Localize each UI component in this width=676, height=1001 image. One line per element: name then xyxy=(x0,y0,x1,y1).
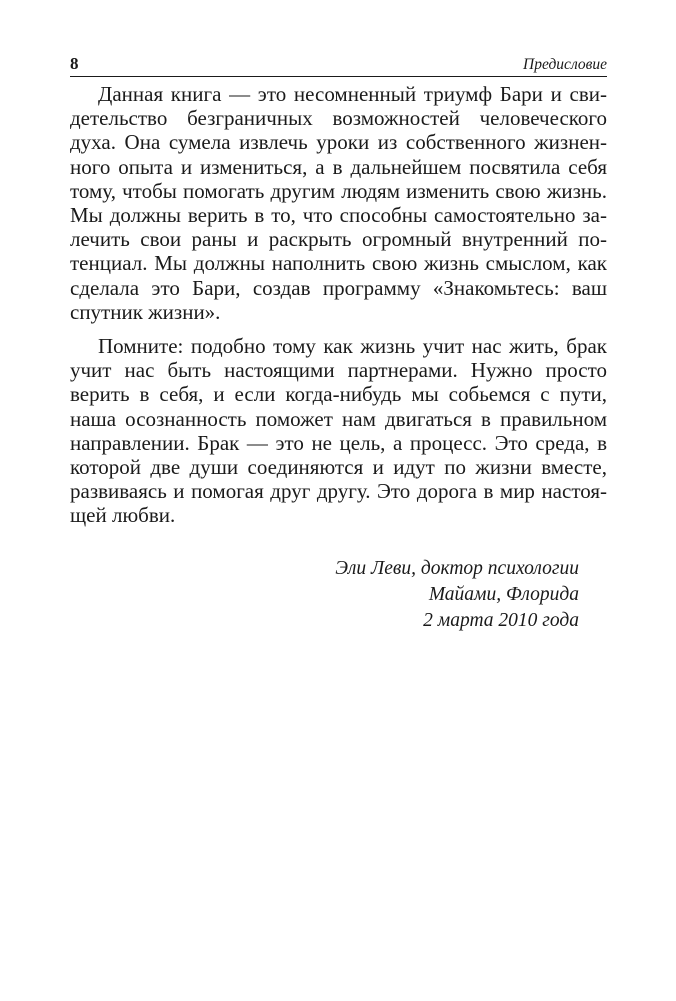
signature-date: 2 марта 2010 года xyxy=(423,610,579,631)
body-text xyxy=(70,82,607,528)
running-title: Предисловие xyxy=(523,56,607,73)
paragraph: Помните: подобно тому как жизнь учит нас жить, брак учит нас быть настоящими партнерами. Нужно просто верить в себя, и если когда-нибудь мы собьемся с пути, наша осознанность поможет нам двигаться в правильном направлении. Брак — это не цель, а процесс. Это среда, в которой две души соединяются и идут по жизни вместе, развиваясь и помогая друг другу. Это дорога в мир настоящей любви. xyxy=(70,334,607,528)
paragraph: Данная книга — это несомненный триумф Бари и свидетельство безграничных возможностей человеческого духа. Она сумела извлечь уроки из собственного жизненного опыта и измениться, а в дальнейшем посвятила себя тому, чтобы помогать другим людям изменить свою жизнь. Мы должны верить в то, что способны самостоятельно залечить свои раны и раскрыть огромный внутренний потенциал. Мы должны наполнить свою жизнь смыслом, как сделала это Бари, создав программу «Знакомьтесь: ваш спутник жизни». xyxy=(70,82,607,324)
page-number: 8 xyxy=(70,54,79,73)
signature-author: Эли Леви, доктор психологии xyxy=(335,558,579,579)
signature-place: Майами, Флорида xyxy=(428,584,579,605)
page-header xyxy=(70,52,607,77)
signature-block xyxy=(335,556,579,634)
